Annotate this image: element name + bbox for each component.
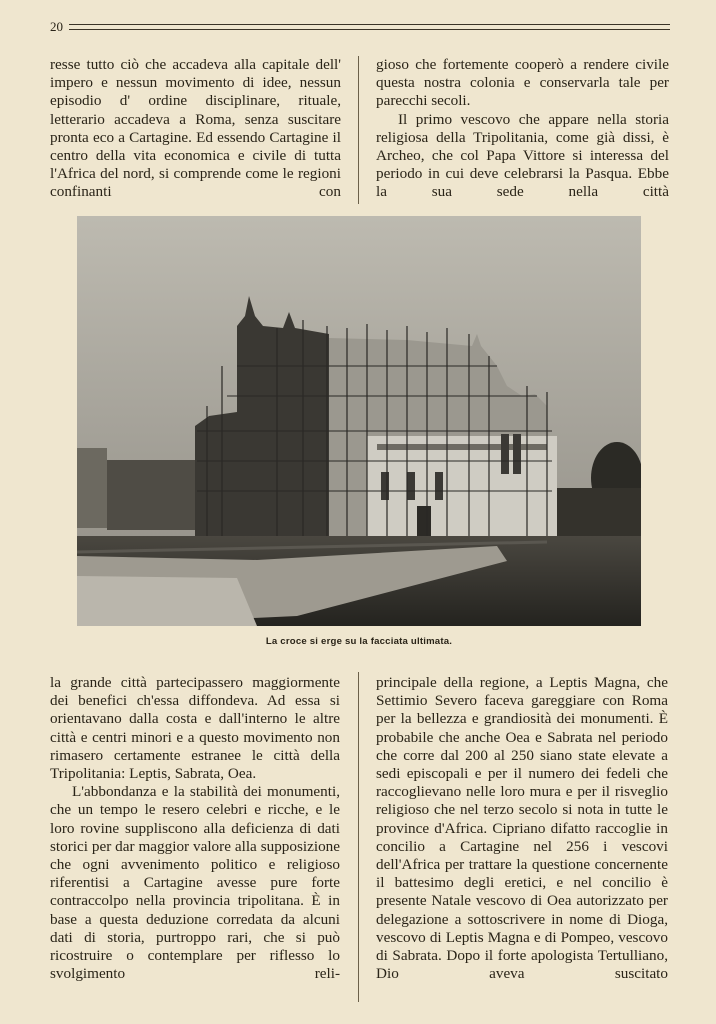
paragraph: L'abbondanza e la stabilità dei monumenti, che un tempo le resero celebri e ricche, e le loro rovine suppliscono alla deficienza di dati storici per dar maggior valore alla supposizione che ogni avvenimento politico e religioso riferentisi a Cartagine avesse pure forte contraccolpo nella provincia tripolitana. È in base a questa deduzione corredata da alcuni dati di storia, purtroppo rari, che si può ricostruire o contemplare per riflesso lo svolgimento reli- xyxy=(50,783,340,983)
page-number: 20 xyxy=(50,19,63,34)
cathedral-photograph xyxy=(77,216,641,626)
figure-caption: La croce si erge su la facciata ultimata. xyxy=(265,636,453,647)
cathedral-scaffolding-image xyxy=(77,216,641,626)
column-top-left xyxy=(50,56,341,202)
paragraph: resse tutto ciò che accadeva alla capitale dell' impero e nessun movimento di idee, nessun episodio d' ordine disciplinare, rituale, letterario accadeva a Roma, senza suscitare pronta eco a Cartagine. Ed essendo Cartagine il centro della vita economica e civile di tutta l'Africa del nord, si comprende come le regioni confinanti con xyxy=(50,56,341,201)
header-rule xyxy=(69,24,670,30)
paragraph: principale della regione, a Leptis Magna, che Settimio Severo faceva gareggiare con Roma per la bellezza e grandiosità dei monumenti. È probabile che anche Oea e Sabrata nel periodo che corre dal 200 al 250 siano state elevate a sedi episcopali e per il numero dei fedeli che raccoglievano nelle loro mura e per il risveglio religioso che nel terzo secolo si nota in tutte le province d'Africa. Cipriano difatto raccoglie in concilio a Cartagine nel 256 i vescovi dell'Africa per trattare la questione concernente il battesimo degli eretici, e nel concilio è presente Natale vescovo di Oea autorizzato per delegazione a sottoscrivere in nome di Dioga, vescovo di Leptis Magna e di Pompeo, vescovo di Sabrata. Dopo il forte apologista Tertulliano, Dio aveva suscitato xyxy=(376,674,668,983)
column-bottom-left xyxy=(50,674,340,983)
column-bottom-right xyxy=(376,674,668,983)
paragraph: gioso che fortemente cooperò a rendere civile questa nostra colonia e conservarla tale per parecchi secoli. xyxy=(376,56,669,110)
running-header xyxy=(50,18,670,36)
column-divider xyxy=(358,672,359,1002)
column-top-right xyxy=(376,56,669,202)
paragraph: Il primo vescovo che appare nella storia religiosa della Tripolitania, come già dissi, è Archeo, che col Papa Vittore si interessa del periodo in cui deve celebrarsi la Pasqua. Ebbe la sua sede nella città xyxy=(376,110,669,201)
column-divider xyxy=(358,56,359,204)
paragraph: la grande città partecipassero maggiormente dei benefici ch'essa diffondeva. Ad essa si orientavano dalla costa e dall'interno le altre città e centri minori e a questo movimento non rimasero certamente estranee le città della Tripolitania: Leptis, Sabrata, Oea. xyxy=(50,674,340,783)
